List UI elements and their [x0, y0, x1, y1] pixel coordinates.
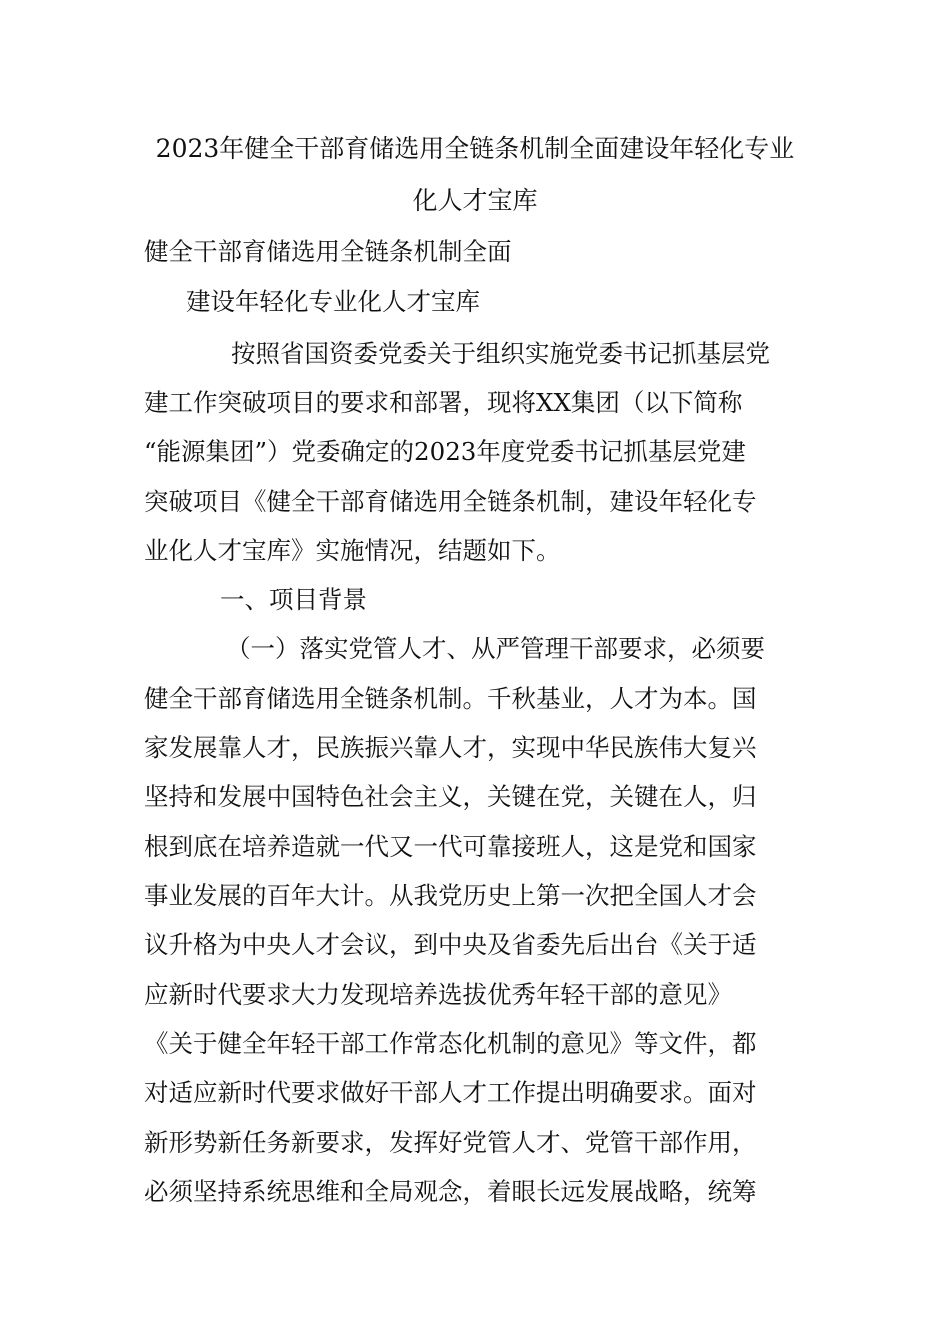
subtitle-line-1: 健全干部育储选用全链条机制全面	[144, 237, 512, 266]
body-line: 应新时代要求大力发现培养选拔优秀年轻干部的意见》	[144, 980, 732, 1009]
body-line: 根到底在培养造就一代又一代可靠接班人，这是党和国家	[144, 832, 757, 861]
body-line: 事业发展的百年大计。从我党历史上第一次把全国人才会	[144, 881, 757, 910]
document-title-line-1: 2023年健全干部育储选用全链条机制全面建设年轻化专业	[155, 134, 795, 163]
body-line: 家发展靠人才，民族振兴靠人才，实现中华民族伟大复兴	[144, 733, 757, 762]
body-line: 《关于健全年轻干部工作常态化机制的意见》等文件，都	[144, 1029, 757, 1058]
section-heading: 一、项目背景	[220, 585, 367, 614]
body-line: （一）落实党管人才、从严管理干部要求，必须要	[226, 634, 765, 663]
body-line: 必须坚持系统思维和全局观念，着眼长远发展战略，统筹	[144, 1177, 757, 1206]
body-line: 议升格为中央人才会议，到中央及省委先后出台《关于适	[144, 930, 757, 959]
body-line: 健全干部育储选用全链条机制。千秋基业，人才为本。国	[144, 684, 757, 713]
intro-line: “能源集团”）党委确定的2023年度党委书记抓基层党建	[144, 437, 746, 466]
intro-line: 突破项目《健全干部育储选用全链条机制，建设年轻化专	[144, 487, 757, 516]
subtitle-line-2: 建设年轻化专业化人才宝库	[186, 287, 480, 316]
body-line: 新形势新任务新要求，发挥好党管人才、党管干部作用，	[144, 1128, 757, 1157]
intro-line: 业化人才宝库》实施情况，结题如下。	[144, 536, 561, 565]
body-line: 对适应新时代要求做好干部人才工作提出明确要求。面对	[144, 1078, 757, 1107]
body-line: 坚持和发展中国特色社会主义，关键在党，关键在人，归	[144, 782, 757, 811]
intro-line: 按照省国资委党委关于组织实施党委书记抓基层党	[231, 339, 770, 368]
document-title-line-2: 化人才宝库	[412, 186, 538, 215]
intro-line: 建工作突破项目的要求和部署，现将XX集团（以下简称	[144, 388, 743, 417]
